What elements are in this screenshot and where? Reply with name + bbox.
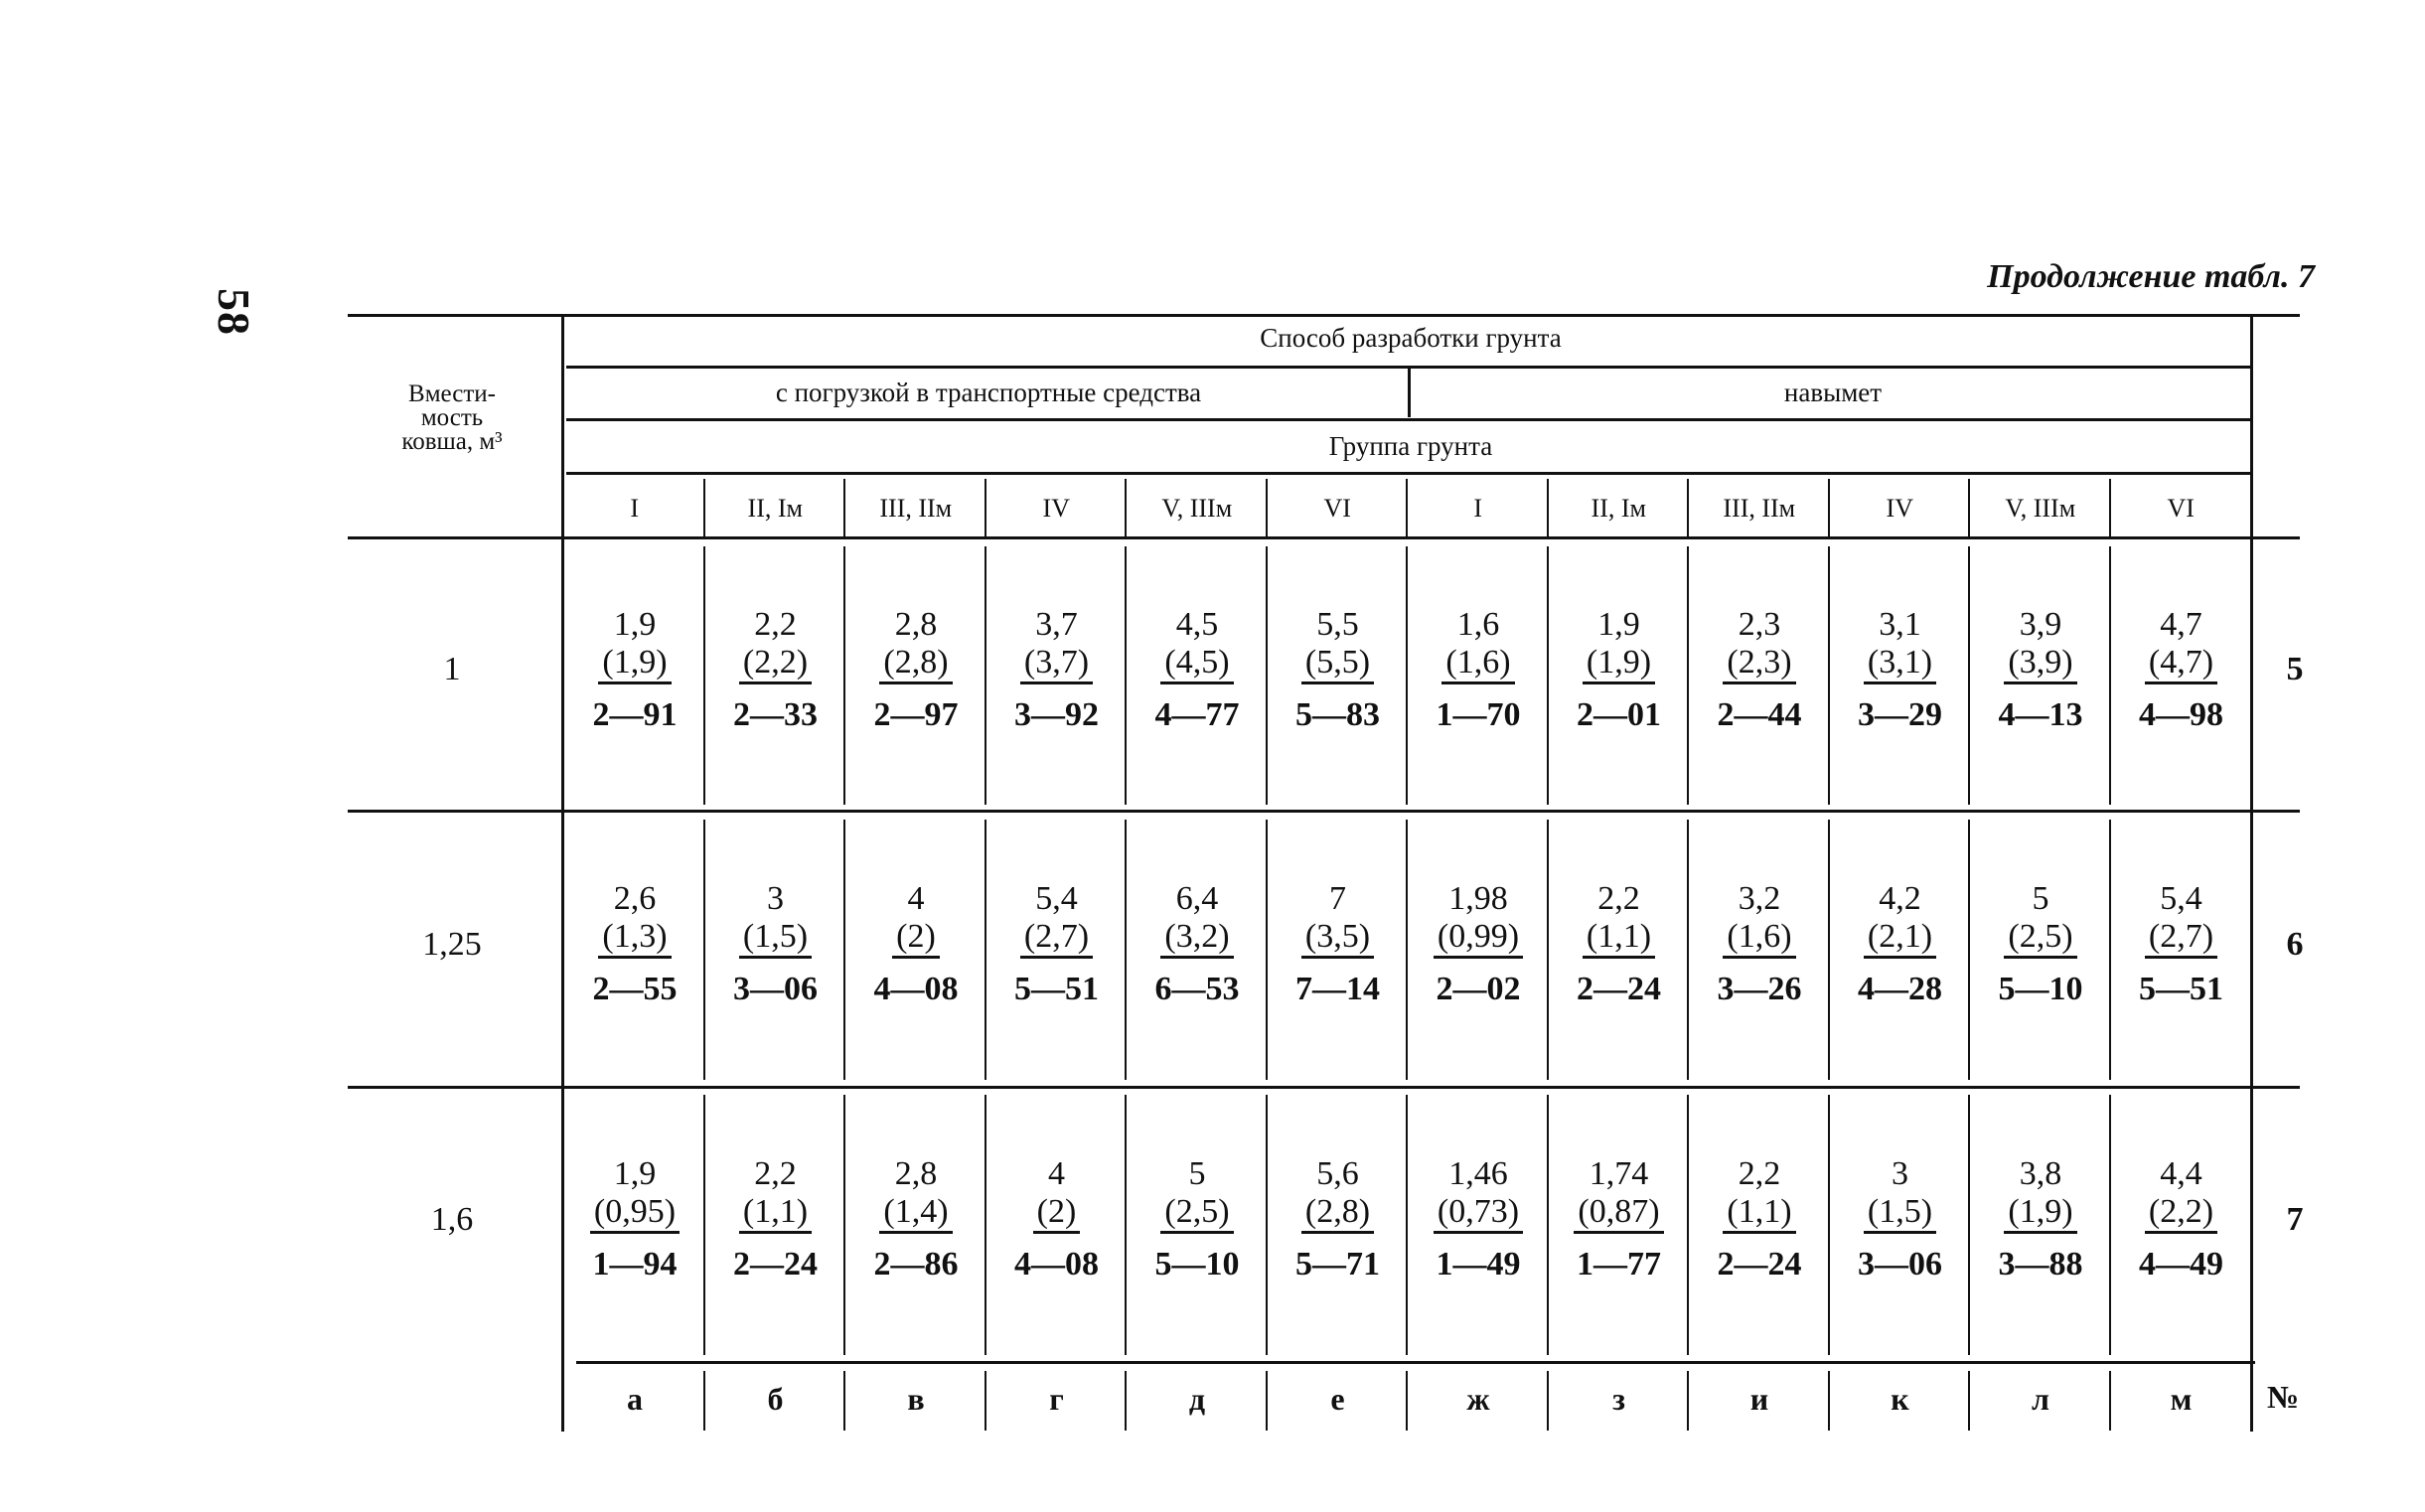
norm-value-alt: (1,1) xyxy=(1723,1193,1795,1234)
with-loading-header: с погрузкой в транспортные средства xyxy=(775,378,1202,407)
norm-value: 5 xyxy=(1188,1155,1206,1192)
price-value: 5—10 xyxy=(1154,1246,1240,1283)
norm-value: 1,46 xyxy=(1448,1155,1508,1192)
column-rule xyxy=(1687,1095,1689,1355)
column-rule xyxy=(1266,479,1268,538)
column-rule xyxy=(1547,1095,1549,1355)
table-cell xyxy=(986,606,1128,734)
norm-value: 1,9 xyxy=(1597,606,1640,643)
norm-value-alt: (0,73) xyxy=(1434,1193,1523,1234)
norm-value: 4,4 xyxy=(2160,1155,2202,1192)
norm-value-alt: (0,95) xyxy=(590,1193,680,1234)
column-rule xyxy=(1406,546,1408,805)
row-capacity: 1 xyxy=(443,651,461,687)
column-rule xyxy=(1968,479,1970,538)
column-rule xyxy=(1828,1371,1830,1431)
price-value: 1—49 xyxy=(1436,1246,1521,1283)
rule-split xyxy=(566,418,2250,421)
price-value: 2—97 xyxy=(873,696,959,733)
column-rule xyxy=(1406,1095,1408,1355)
price-value: 2—55 xyxy=(592,971,678,1007)
norm-value-alt: (3,2) xyxy=(1160,918,1233,959)
norm-value-alt: (2,7) xyxy=(1020,918,1093,959)
column-letter: г xyxy=(1049,1381,1064,1417)
table-cell xyxy=(1970,1155,2111,1284)
row-capacity: 1,6 xyxy=(430,1201,474,1238)
soil-group-cell: III, IIм xyxy=(1723,494,1796,523)
norm-value: 3,9 xyxy=(2019,606,2062,643)
norm-value-alt: (2,2) xyxy=(2145,1193,2217,1234)
price-value: 1—77 xyxy=(1577,1246,1661,1283)
column-rule xyxy=(2109,479,2111,538)
price-value: 5—51 xyxy=(2139,971,2223,1007)
table-cell xyxy=(1127,606,1268,734)
price-value: 4—13 xyxy=(1998,696,2083,733)
norm-value: 4 xyxy=(907,880,925,917)
column-rule xyxy=(1266,546,1268,805)
soil-group-cell: IV xyxy=(1042,494,1070,523)
rule-header-bottom xyxy=(348,536,2300,539)
column-letter: ж xyxy=(1466,1381,1490,1417)
table-cell xyxy=(1970,880,2111,1008)
page-number: 58 xyxy=(209,288,259,336)
table-cell xyxy=(564,606,705,734)
norm-value-alt: (3,5) xyxy=(1301,918,1374,959)
soil-group-cell: VI xyxy=(1323,494,1351,523)
column-rule xyxy=(1547,546,1549,805)
column-rule xyxy=(985,820,986,1080)
table-cell xyxy=(1268,606,1409,734)
price-value: 2—86 xyxy=(873,1246,959,1283)
price-value: 2—02 xyxy=(1436,971,1521,1007)
column-rule xyxy=(703,1371,705,1431)
rule-top xyxy=(348,314,2300,317)
norm-value-alt: (2,5) xyxy=(2004,918,2076,959)
column-rule xyxy=(1125,1371,1127,1431)
column-rule xyxy=(703,820,705,1080)
table-cell xyxy=(1127,1155,1268,1284)
norm-value: 2,3 xyxy=(1738,606,1781,643)
table-cell xyxy=(1127,880,1268,1008)
to-dump-header: навымет xyxy=(1783,378,1883,407)
table-cell xyxy=(845,606,986,734)
column-letter: и xyxy=(1749,1381,1769,1417)
norm-value: 1,6 xyxy=(1456,606,1500,643)
soil-group-cell: I xyxy=(630,494,640,523)
norm-value: 3 xyxy=(767,880,784,917)
table-cell xyxy=(1268,880,1409,1008)
table-cell xyxy=(1549,1155,1690,1284)
column-rule xyxy=(2109,1095,2111,1355)
norm-value-alt: (0,99) xyxy=(1434,918,1523,959)
price-value: 1—94 xyxy=(592,1246,678,1283)
table-caption: Продолжение табл. 7 xyxy=(1987,258,2315,295)
column-rule xyxy=(1125,479,1127,538)
norm-value-alt: (3,7) xyxy=(1020,644,1093,684)
norm-value-alt: (2,3) xyxy=(1723,644,1795,684)
column-rule xyxy=(1687,479,1689,538)
table-cell xyxy=(1408,1155,1549,1284)
rule-row2 xyxy=(348,1086,2300,1089)
table-cell xyxy=(1549,880,1690,1008)
norm-value: 5,5 xyxy=(1316,606,1359,643)
column-rule xyxy=(1828,820,1830,1080)
norm-value-alt: (3,1) xyxy=(1864,644,1936,684)
norm-value: 3,7 xyxy=(1035,606,1078,643)
norm-value: 2,8 xyxy=(894,1155,938,1192)
norm-value: 3,2 xyxy=(1738,880,1781,917)
norm-value-alt: (0,87) xyxy=(1574,1193,1663,1234)
norm-value-alt: (1,6) xyxy=(1441,644,1514,684)
row-number: 5 xyxy=(2286,651,2304,687)
column-rule xyxy=(1687,546,1689,805)
column-rule xyxy=(2109,1371,2111,1431)
table-cell xyxy=(1830,1155,1971,1284)
norm-value-alt: (2) xyxy=(892,918,940,959)
norm-value-alt: (1,6) xyxy=(1723,918,1795,959)
price-value: 3—26 xyxy=(1717,971,1802,1007)
table-cell xyxy=(1689,880,1830,1008)
table-cell xyxy=(1830,606,1971,734)
norm-value-alt: (1,5) xyxy=(739,918,812,959)
column-letter: д xyxy=(1188,1381,1206,1417)
norm-value-alt: (4,5) xyxy=(1160,644,1233,684)
price-value: 2—44 xyxy=(1717,696,1802,733)
norm-value-alt: (5,5) xyxy=(1301,644,1374,684)
column-rule xyxy=(843,820,845,1080)
norm-value-alt: (2,7) xyxy=(2145,918,2217,959)
norm-value: 1,74 xyxy=(1589,1155,1649,1192)
column-rule xyxy=(2109,820,2111,1080)
norm-value: 7 xyxy=(1329,880,1346,917)
row-number: 6 xyxy=(2286,926,2304,963)
column-rule xyxy=(843,1095,845,1355)
price-value: 2—01 xyxy=(1577,696,1661,733)
norm-value: 6,4 xyxy=(1175,880,1219,917)
table-cell xyxy=(2111,880,2252,1008)
column-rule xyxy=(1687,1371,1689,1431)
price-value: 4—98 xyxy=(2139,696,2223,733)
norm-value: 5,4 xyxy=(2160,880,2202,917)
table-cell xyxy=(1970,606,2111,734)
price-value: 3—92 xyxy=(1014,696,1099,733)
price-value: 4—49 xyxy=(2139,1246,2223,1283)
column-letter: к xyxy=(1891,1381,1909,1417)
price-value: 2—24 xyxy=(733,1246,818,1283)
column-rule xyxy=(1547,479,1549,538)
norm-value-alt: (2,8) xyxy=(1301,1193,1374,1234)
norm-value: 1,98 xyxy=(1448,880,1508,917)
soil-group-cell: IV xyxy=(1886,494,1913,523)
soil-group-cell: II, Iм xyxy=(747,494,803,523)
norm-value: 4,7 xyxy=(2160,606,2202,643)
rule-stub-vertical xyxy=(561,314,564,1432)
column-letter: е xyxy=(1330,1381,1345,1417)
column-rule xyxy=(1968,1095,1970,1355)
norm-value-alt: (1,9) xyxy=(1583,644,1655,684)
price-value: 4—08 xyxy=(873,971,959,1007)
column-letter: м xyxy=(2170,1381,2193,1417)
column-rule xyxy=(1547,820,1549,1080)
rule-row1 xyxy=(348,810,2300,813)
price-value: 5—83 xyxy=(1295,696,1380,733)
column-letter: а xyxy=(627,1381,643,1417)
price-value: 2—24 xyxy=(1577,971,1661,1007)
norm-value: 3 xyxy=(1892,1155,1908,1192)
norm-value-alt: (2,5) xyxy=(1160,1193,1233,1234)
number-mark: № xyxy=(2267,1379,2300,1415)
norm-value: 1,9 xyxy=(613,606,657,643)
column-rule xyxy=(1968,820,1970,1080)
column-rule xyxy=(1406,1371,1408,1431)
soil-group-cell: II, Iм xyxy=(1591,494,1646,523)
column-rule xyxy=(1828,1095,1830,1355)
norm-value-alt: (1,9) xyxy=(2004,1193,2076,1234)
column-rule xyxy=(1266,1371,1268,1431)
norm-value: 2,2 xyxy=(1738,1155,1781,1192)
table-cell xyxy=(1549,606,1690,734)
column-rule xyxy=(703,1095,705,1355)
norm-value: 3,1 xyxy=(1879,606,1921,643)
rule-right-vertical xyxy=(2250,314,2253,1432)
column-rule xyxy=(843,1371,845,1431)
price-value: 6—53 xyxy=(1154,971,1240,1007)
column-rule xyxy=(1406,479,1408,538)
norm-value: 5,6 xyxy=(1316,1155,1359,1192)
column-rule xyxy=(1828,479,1830,538)
column-letter: в xyxy=(907,1381,925,1417)
soil-group-cell: VI xyxy=(2167,494,2195,523)
table-cell xyxy=(986,1155,1128,1284)
row-capacity: 1,25 xyxy=(422,926,482,963)
norm-value-alt: (4,7) xyxy=(2145,644,2217,684)
price-value: 2—33 xyxy=(733,696,818,733)
table-cell xyxy=(2111,1155,2252,1284)
norm-value-alt: (1,3) xyxy=(598,918,671,959)
table-cell xyxy=(705,606,846,734)
column-rule xyxy=(1125,1095,1127,1355)
norm-value: 4,5 xyxy=(1175,606,1219,643)
soil-group-header: Группа грунта xyxy=(1328,431,1493,461)
table-cell xyxy=(986,880,1128,1008)
table-cell xyxy=(564,880,705,1008)
column-rule xyxy=(1125,546,1127,805)
table-cell xyxy=(1268,1155,1409,1284)
table-cell xyxy=(705,1155,846,1284)
norm-value-alt: (2) xyxy=(1033,1193,1081,1234)
norm-value: 5,4 xyxy=(1035,880,1078,917)
column-rule xyxy=(1687,820,1689,1080)
price-value: 4—77 xyxy=(1154,696,1240,733)
price-value: 4—08 xyxy=(1014,1246,1099,1283)
soil-group-cell: III, IIм xyxy=(879,494,953,523)
price-value: 2—24 xyxy=(1717,1246,1802,1283)
soil-group-cell: I xyxy=(1473,494,1483,523)
norm-value-alt: (2,2) xyxy=(739,644,812,684)
rule-letters xyxy=(576,1361,2255,1364)
norm-value: 1,9 xyxy=(613,1155,657,1192)
column-rule xyxy=(1125,820,1127,1080)
column-rule xyxy=(1968,546,1970,805)
price-value: 5—10 xyxy=(1998,971,2083,1007)
norm-value: 2,2 xyxy=(754,1155,797,1192)
column-letter: з xyxy=(1612,1381,1625,1417)
column-rule xyxy=(1406,820,1408,1080)
row-number: 7 xyxy=(2286,1201,2304,1238)
column-rule xyxy=(985,546,986,805)
norm-value: 2,2 xyxy=(754,606,797,643)
table-cell xyxy=(845,1155,986,1284)
column-rule xyxy=(1266,1095,1268,1355)
price-value: 3—88 xyxy=(1998,1246,2083,1283)
norm-value-alt: (1,1) xyxy=(739,1193,812,1234)
norm-value-alt: (1,5) xyxy=(1864,1193,1936,1234)
soil-group-cell: V, IIIм xyxy=(1161,494,1233,523)
price-value: 3—06 xyxy=(733,971,818,1007)
price-value: 1—70 xyxy=(1436,696,1521,733)
table-cell xyxy=(1830,880,1971,1008)
column-rule xyxy=(703,479,705,538)
table-cell xyxy=(705,880,846,1008)
norm-value: 4 xyxy=(1048,1155,1065,1192)
column-rule xyxy=(843,546,845,805)
table-cell xyxy=(1689,606,1830,734)
norm-value: 3,8 xyxy=(2019,1155,2062,1192)
table-cell xyxy=(2111,606,2252,734)
column-letter: л xyxy=(2032,1381,2049,1417)
norm-value-alt: (3,9) xyxy=(2004,644,2076,684)
method-header: Способ разработки грунта xyxy=(1260,323,1562,353)
table-cell xyxy=(1408,606,1549,734)
norm-value-alt: (1,9) xyxy=(598,644,671,684)
column-rule xyxy=(1266,820,1268,1080)
table-cell xyxy=(845,880,986,1008)
column-rule xyxy=(985,1095,986,1355)
column-letter: б xyxy=(767,1381,784,1417)
norm-value: 5 xyxy=(2032,880,2049,917)
norm-value: 4,2 xyxy=(1879,880,1921,917)
column-rule xyxy=(1547,1371,1549,1431)
table-cell xyxy=(1408,880,1549,1008)
price-value: 5—71 xyxy=(1295,1246,1380,1283)
soil-group-cell: V, IIIм xyxy=(2005,494,2076,523)
table-cell xyxy=(1689,1155,1830,1284)
stub-header: Вмести- мость ковша, м³ xyxy=(401,380,503,455)
norm-value-alt: (2,1) xyxy=(1864,918,1936,959)
column-rule xyxy=(703,546,705,805)
norm-value: 2,8 xyxy=(894,606,938,643)
column-rule xyxy=(1828,546,1830,805)
column-rule xyxy=(985,479,986,538)
norm-value: 2,2 xyxy=(1597,880,1640,917)
price-value: 5—51 xyxy=(1014,971,1099,1007)
column-rule xyxy=(843,479,845,538)
price-value: 4—28 xyxy=(1858,971,1942,1007)
price-value: 3—29 xyxy=(1858,696,1942,733)
norm-value-alt: (1,1) xyxy=(1583,918,1655,959)
column-rule xyxy=(2109,546,2111,805)
column-rule xyxy=(1968,1371,1970,1431)
norm-value-alt: (2,8) xyxy=(879,644,952,684)
price-value: 7—14 xyxy=(1295,971,1380,1007)
norm-value-alt: (1,4) xyxy=(879,1193,952,1234)
rule-group xyxy=(566,472,2250,475)
column-rule xyxy=(985,1371,986,1431)
norm-value: 2,6 xyxy=(613,880,657,917)
price-value: 3—06 xyxy=(1858,1246,1942,1283)
table-cell xyxy=(564,1155,705,1284)
rule-split-vertical xyxy=(1408,368,1411,417)
price-value: 2—91 xyxy=(592,696,678,733)
